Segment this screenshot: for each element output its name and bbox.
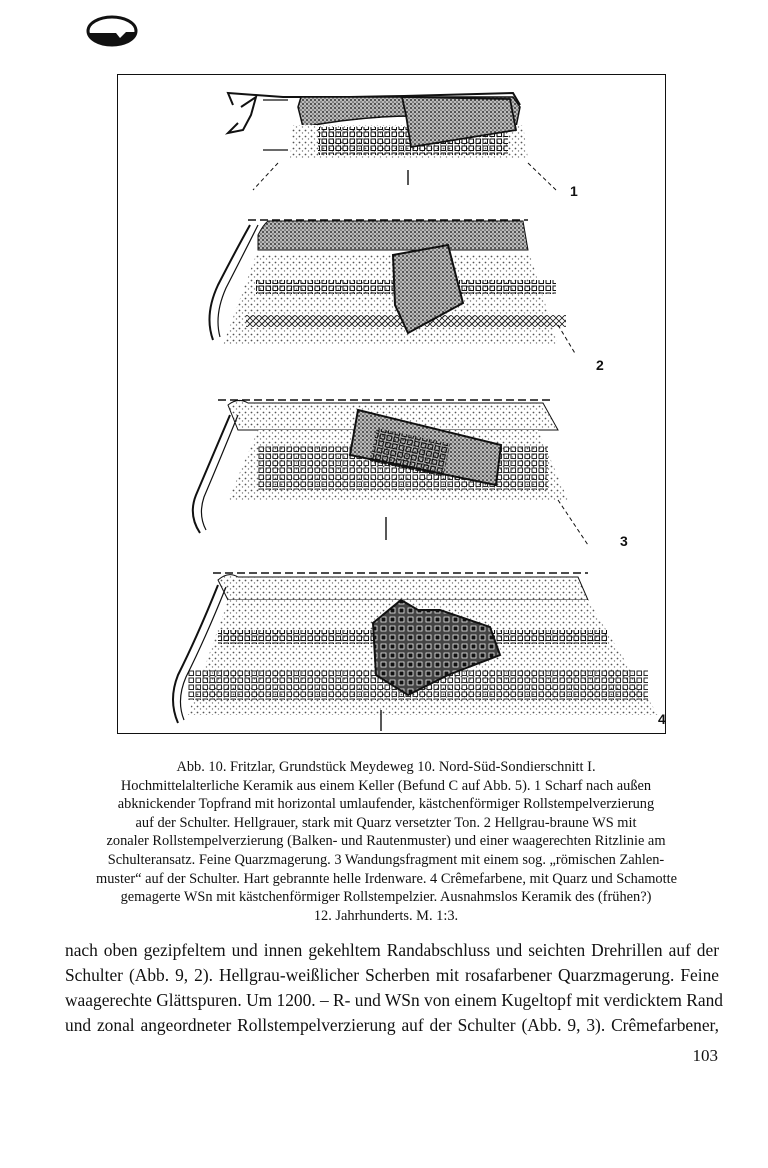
caption-line: abknickender Topfrand mit horizontal umlaufender, kästchenförmiger Rollstempelverzierung xyxy=(117,796,655,813)
caption-line: 12. Jahrhunderts. M. 1:3. xyxy=(313,907,459,924)
body-line: und zonal angeordneter Rollstempelverzierung auf der Schulter (Abb. 9, 3). Crêmefarbener, xyxy=(65,1015,719,1035)
publisher-logo-icon xyxy=(86,14,138,48)
page-number: 103 xyxy=(692,1046,718,1065)
vessel-number-1: 1 xyxy=(570,183,578,199)
figure-frame xyxy=(117,74,666,734)
caption-line: gemagerte WSn mit kästchenförmiger Rollstempelzier. Ausnahmslos Keramik des (frühen?) xyxy=(120,889,652,906)
pottery-drawings xyxy=(118,75,667,735)
vessel-1-drawing xyxy=(228,93,556,190)
vessel-number-4: 4 xyxy=(658,711,666,727)
vessel-number-2: 2 xyxy=(596,357,604,373)
caption-line: Hochmittelalterliche Keramik aus einem Keller (Befund C auf Abb. 5). 1 Scharf nach außen xyxy=(120,777,652,794)
caption-line: Abb. 10. Fritzlar, Grundstück Meydeweg 10. Nord-Süd-Sondierschnitt I. xyxy=(176,759,596,775)
caption-line: Schulteransatz. Feine Quarzmagerung. 3 Wandungsfragment mit einem sog. „römischen Zahlen- xyxy=(107,851,665,868)
body-line: waagerechte Glättspuren. Um 1200. – R- und WSn von einem Kugeltopf mit verdicktem Rand xyxy=(65,990,723,1010)
body-line: Schulter (Abb. 9, 2). Hellgrau-weißlicher Scherben mit rosafarbener Quarzmagerung. Feine xyxy=(65,965,719,985)
figure-caption xyxy=(96,758,676,925)
caption-line: auf der Schulter. Hellgrauer, stark mit Quarz versetzter Ton. 2 Hellgrau-braune WS mit xyxy=(135,814,637,831)
body-paragraph xyxy=(65,938,723,1038)
vessel-2-drawing xyxy=(209,220,576,355)
vessel-3-drawing xyxy=(193,400,588,545)
vessel-number-3: 3 xyxy=(620,533,628,549)
vessel-4-drawing xyxy=(173,573,658,731)
caption-line: zonaler Rollstempelverzierung (Balken- und Rautenmuster) und einer waagerechten Ritzlinie am xyxy=(106,833,666,850)
caption-line: muster“ auf der Schulter. Hart gebrannte helle Irdenware. 4 Crêmefarbene, mit Quarz und Schamotte xyxy=(96,870,677,887)
body-line: nach oben gezipfeltem und innen gekehltem Randabschluss und seichten Drehrillen auf der xyxy=(65,940,719,960)
